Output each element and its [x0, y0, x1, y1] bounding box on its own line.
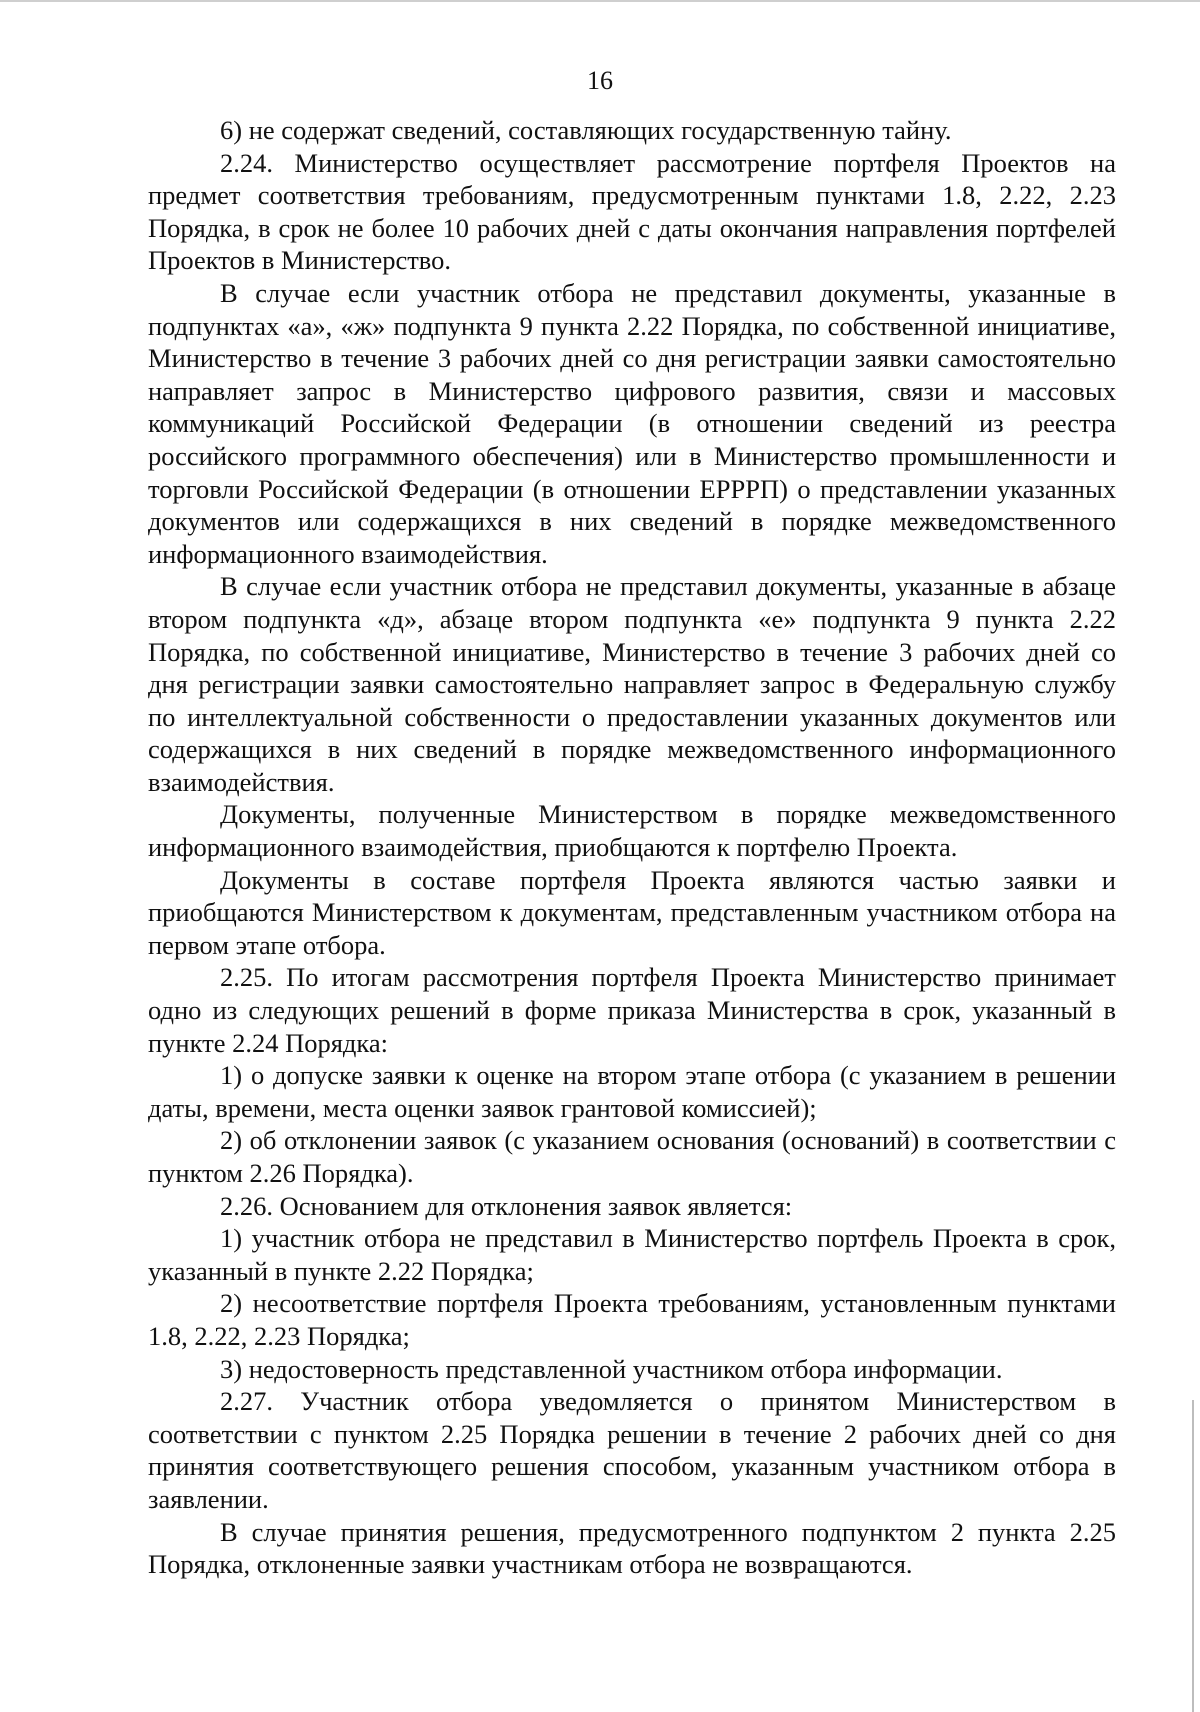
paragraph-2-27: 2.27. Участник отбора уведомляется о принятом Министерством в соответствии с пунктом 2.25 Порядка решении в течение 2 рабочих дней со дня принятия соответствующего решения способом, указанным участником отбора в заявлении. — [148, 1386, 1116, 1514]
paragraph-documents-received: Документы, полученные Министерством в порядке межведомственного информационного взаимодействия, приобщаются к портфелю Проекта. — [148, 799, 1116, 863]
paragraph-2-24-case-a-zh: В случае если участник отбора не представил документы, указанные в подпунктах «а», «ж» подпункта 9 пункта 2.22 Порядка, по собственной инициативе, Министерство в течение 3 рабочих дней со дня регистрации заявки самостоятельно направляет запрос в Министерство цифрового развития, связи и массовых коммуникаций Российской Федерации (в отношении сведений из реестра российского программного обеспечения) или в Министерство промышленности и торговли Российской Федерации (в отношении ЕРРРП) о представлении указанных документов или содержащихся в них сведений в порядке межведомственного информационного взаимодействия. — [148, 277, 1116, 569]
page-number: 16 — [587, 66, 613, 95]
paragraph-2-26-item-3: 3) недостоверность представленной участником отбора информации. — [220, 1353, 1003, 1384]
scan-right-edge — [1192, 1400, 1194, 1712]
scan-top-edge — [0, 0, 1200, 2]
paragraph-2-24: 2.24. Министерство осуществляет рассмотрение портфеля Проектов на предмет соответствия требованиям, предусмотренным пунктами 1.8, 2.22, 2.23 Порядка, в срок не более 10 рабочих дней с даты окончания направления портфелей Проектов в Министерство. — [148, 147, 1116, 276]
paragraph-2-26: 2.26. Основанием для отклонения заявок является: — [220, 1190, 793, 1221]
paragraph-2-25-item-1: 1) о допуске заявки к оценке на втором этапе отбора (с указанием в решении даты, времени, места оценки заявок грантовой комиссией); — [148, 1060, 1116, 1123]
document-body — [148, 114, 1116, 1581]
paragraph-2-26-item-1: 1) участник отбора не представил в Министерство портфель Проекта в срок, указанный в пункте 2.22 Порядка; — [148, 1223, 1116, 1286]
paragraph-subitem-6: 6) не содержат сведений, составляющих государственную тайну. — [220, 115, 952, 145]
paragraph-portfolio-documents: Документы в составе портфеля Проекта являются частью заявки и приобщаются Министерством к документам, представленным участником отбора на первом этапе отбора. — [148, 864, 1116, 960]
paragraph-2-26-item-2: 2) несоответствие портфеля Проекта требованиям, установленным пунктами 1.8, 2.22, 2.23 Порядка; — [148, 1288, 1116, 1351]
paragraph-2-25-item-2: 2) об отклонении заявок (с указанием основания (оснований) в соответствии с пунктом 2.26 Порядка). — [148, 1125, 1116, 1188]
paragraph-rejected-not-returned: В случае принятия решения, предусмотренного подпунктом 2 пункта 2.25 Порядка, отклоненные заявки участникам отбора не возвращаются. — [148, 1516, 1116, 1580]
paragraph-2-25: 2.25. По итогам рассмотрения портфеля Проекта Министерство принимает одно из следующих решений в форме приказа Министерства в срок, указанный в пункте 2.24 Порядка: — [148, 962, 1116, 1058]
paragraph-2-24-case-d-e: В случае если участник отбора не представил документы, указанные в абзаце втором подпункта «д», абзаце втором подпункта «е» подпункта 9 пункта 2.22 Порядка, по собственной инициативе, Министерство в течение 3 рабочих дней со дня регистрации заявки самостоятельно направляет запрос в Федеральную службу по интеллектуальной собственности о предоставлении указанных документов или содержащихся в них сведений в порядке межведомственного информационного взаимодействия. — [148, 571, 1116, 797]
